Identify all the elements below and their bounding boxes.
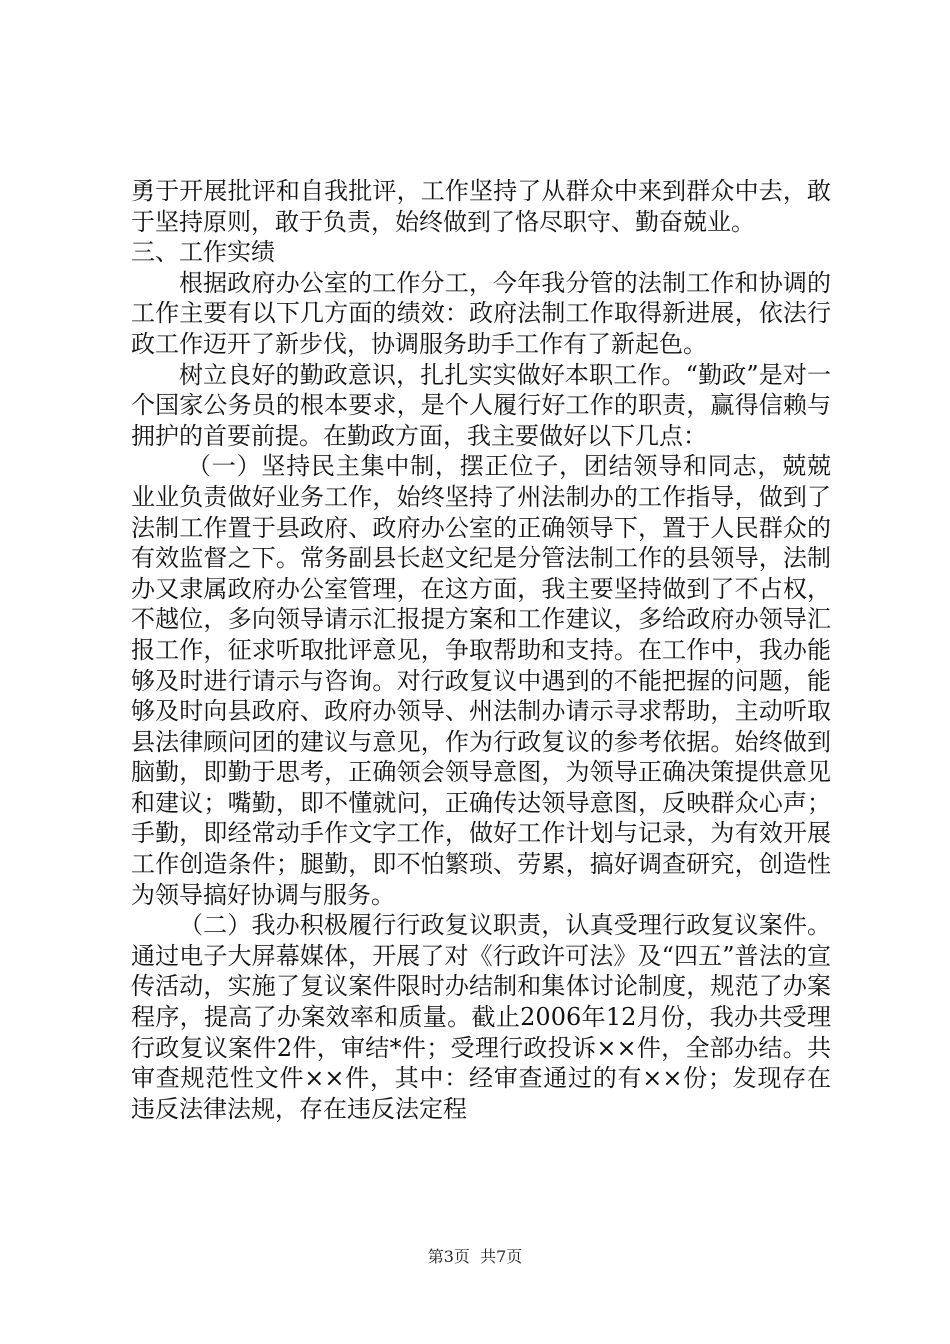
page-number-footer: 第3页 共7页 (427, 1247, 523, 1266)
paragraph-item-one: （一）坚持民主集中制，摆正位子，团结领导和同志，兢兢业业负责做好业务工作，始终坚持了州法制办的工作指导，做到了法制工作置于县政府、政府办公室的正确领导下，置于人民群众的有效监督之下。常务副县长赵文纪是分管法制工作的县领导，法制办又隶属政府办公室管理，在这方面，我主要坚持做到了不占权，不越位，多向领导请示汇报提方案和工作建议，多给政府办领导汇报工作，征求听取批评意见，争取帮助和支持。在工作中，我办能够及时进行请示与咨询。对行政复议中遇到的不能把握的问题，能够及时向县政府、政府办领导、州法制办请示寻求帮助，主动听取县法律顾问团的建议与意见，作为行政复议的参考依据。始终做到脑勤，即勤于思考，正确领会领导意图，为领导正确决策提供意见和建议；嘴勤，即不懂就问，正确传达领导意图，反映群众心声；手勤，即经常动手作文字工作，做好工作计划与记录，为有效开展工作创造条件；腿勤，即不怕繁琐、劳累，搞好调查研究，创造性为领导搞好协调与服务。 (131, 452, 831, 909)
paragraph-item-two: （二）我办积极履行行政复议职责，认真受理行政复议案件。通过电子大屏幕媒体，开展了对《行政许可法》及“四五”普法的宣传活动，实施了复议案件限时办结制和集体讨论制度，规范了办案程序，提高了办案效率和质量。截止2006年12月份，我办共受理行政复议案件2件，审结*件；受理行政投诉××件，全部办结。共审查规范性文件××件，其中：经审查通过的有××份；发现存在违反法律法规，存在违反法定程 (131, 911, 831, 1123)
paragraph-work-division: 根据政府办公室的工作分工，今年我分管的法制工作和协调的工作主要有以下几方面的绩效：政府法制工作取得新进展，依法行政工作迈开了新步伐，协调服务助手工作有了新起色。 (131, 268, 831, 358)
paragraph-continuation: 勇于开展批评和自我批评，工作坚持了从群众中来到群众中去，敢于坚持原则，敢于负责，始终做到了恪尽职守、勤奋兢业。 (131, 177, 831, 236)
section-heading: 三、工作实绩 (131, 238, 275, 267)
document-body (131, 176, 831, 1124)
paragraph-diligence: 树立良好的勤政意识，扎扎实实做好本职工作。“勤政”是对一个国家公务员的根本要求，是个人履行好工作的职责，赢得信赖与拥护的首要前提。在勤政方面，我主要做好以下几点： (131, 360, 831, 450)
